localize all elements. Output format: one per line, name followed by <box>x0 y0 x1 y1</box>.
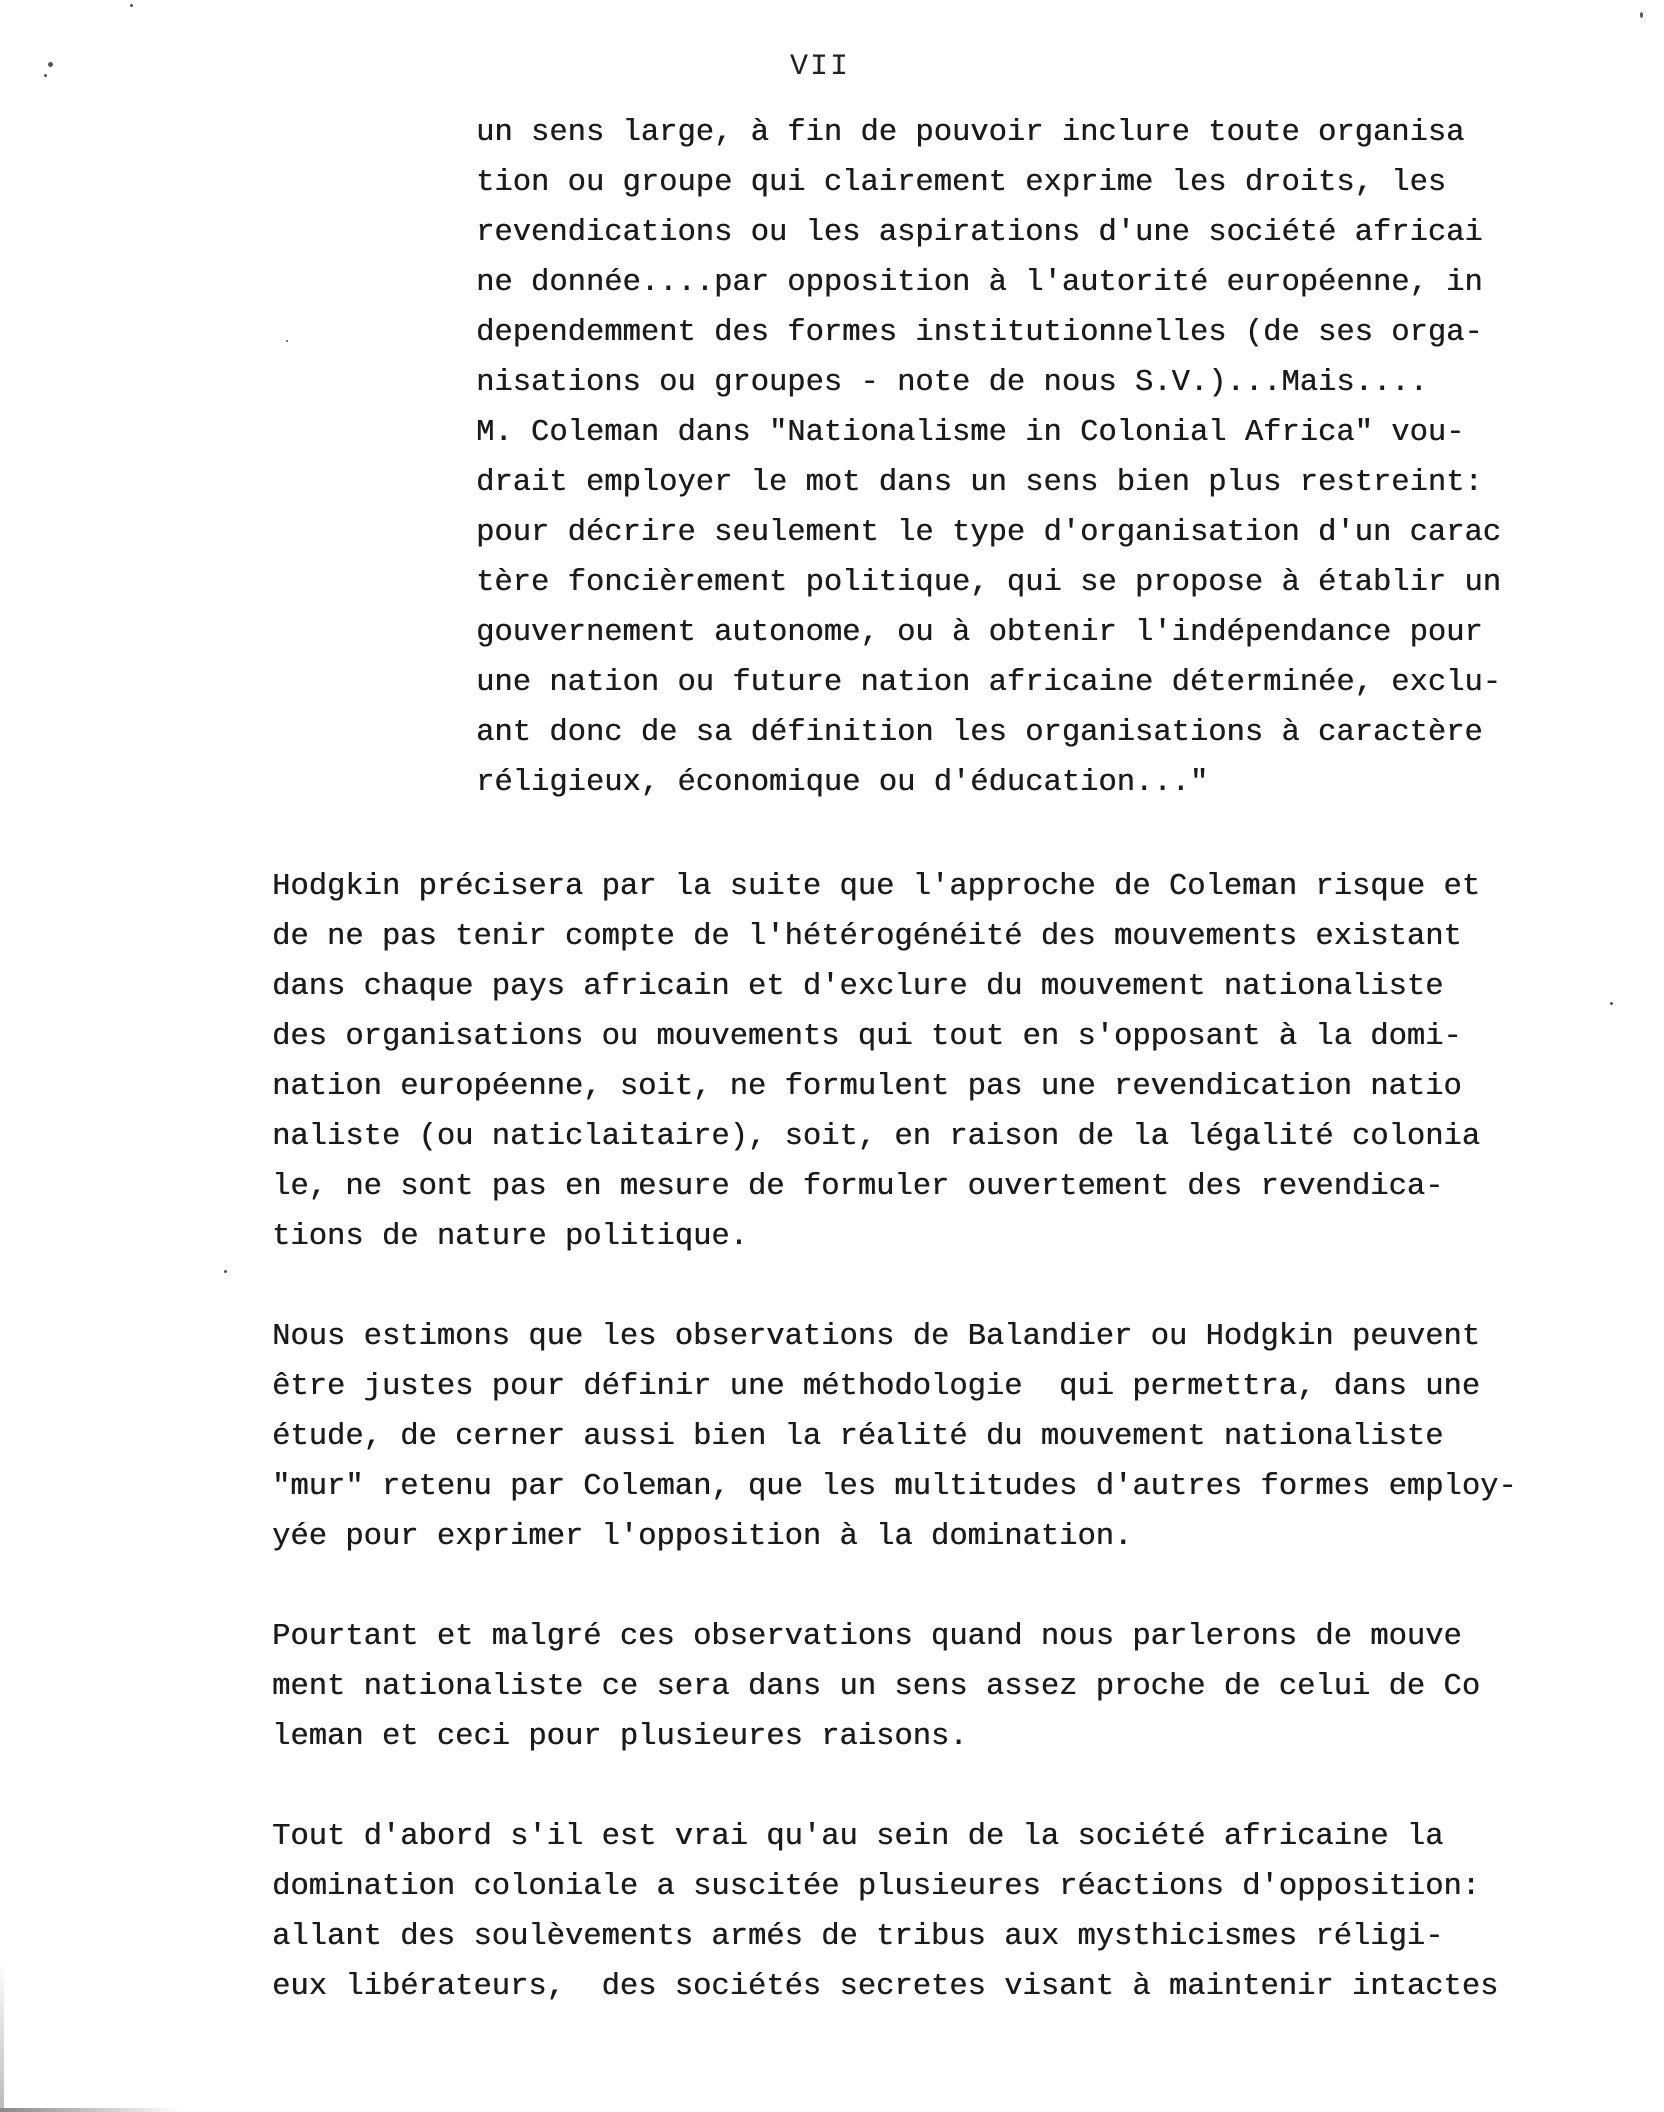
quote-line: gouvernement autonome, ou à obtenir l'indépendance pour <box>476 616 1483 650</box>
paragraph-line: Tout d'abord s'il est vrai qu'au sein de la société africaine la <box>272 1820 1444 1854</box>
quote-line: nisations ou groupes - note de nous S.V.)...Mais.... <box>476 366 1428 400</box>
paragraph-line: leman et ceci pour plusieures raisons. <box>272 1720 968 1754</box>
paragraph-line: dans chaque pays africain et d'exclure du mouvement nationaliste <box>272 970 1444 1004</box>
paragraph-line: "mur" retenu par Coleman, que les multitudes d'autres formes employ- <box>272 1470 1517 1504</box>
paragraph-line: tions de nature politique. <box>272 1220 748 1254</box>
paragraph-line: étude, de cerner aussi bien la réalité du mouvement nationaliste <box>272 1420 1444 1454</box>
paragraph-line: eux libérateurs, des sociétés secretes visant à maintenir intactes <box>272 1970 1499 2004</box>
quote-line: dependemment des formes institutionnelles (de ses orga- <box>476 316 1483 350</box>
paragraph-line: Nous estimons que les observations de Balandier ou Hodgkin peuvent <box>272 1320 1480 1354</box>
paragraph-line: Hodgkin précisera par la suite que l'approche de Coleman risque et <box>272 870 1480 904</box>
paragraph-line: le, ne sont pas en mesure de formuler ouvertement des revendica- <box>272 1170 1444 1204</box>
paragraph-line: Pourtant et malgré ces observations quand nous parlerons de mouve <box>272 1620 1462 1654</box>
scan-speck <box>130 4 133 7</box>
scan-speck <box>286 340 288 342</box>
paragraph-line: des organisations ou mouvements qui tout en s'opposant à la domi- <box>272 1020 1462 1054</box>
page-number: VII <box>790 50 851 84</box>
scan-speck <box>1640 12 1643 18</box>
scan-bottom-edge <box>0 2108 180 2112</box>
paragraph-line: allant des soulèvements armés de tribus aux mysthicismes réligi- <box>272 1920 1444 1954</box>
paragraph-line: ment nationaliste ce sera dans un sens assez proche de celui de Co <box>272 1670 1480 1704</box>
paragraph-line: naliste (ou naticlaitaire), soit, en raison de la légalité colonia <box>272 1120 1480 1154</box>
quote-line: pour décrire seulement le type d'organisation d'un carac <box>476 516 1501 550</box>
scan-speck <box>48 62 53 67</box>
quote-line: tère foncièrement politique, qui se propose à établir un <box>476 566 1501 600</box>
quote-line: revendications ou les aspirations d'une société africai <box>476 216 1483 250</box>
quote-line: tion ou groupe qui clairement exprime les droits, les <box>476 166 1447 200</box>
scan-speck <box>44 74 47 77</box>
quote-line: une nation ou future nation africaine déterminée, exclu- <box>476 666 1501 700</box>
quote-line: réligieux, économique ou d'éducation..." <box>476 766 1209 800</box>
paragraph-line: yée pour exprimer l'opposition à la domination. <box>272 1520 1133 1554</box>
scan-edge-shadow <box>0 1960 4 2110</box>
paragraph-line: nation européenne, soit, ne formulent pas une revendication natio <box>272 1070 1462 1104</box>
paragraph-line: être justes pour définir une méthodologie qui permettra, dans une <box>272 1370 1480 1404</box>
paragraph-line: domination coloniale a suscitée plusieures réactions d'opposition: <box>272 1870 1480 1904</box>
quote-line: ne donnée....par opposition à l'autorité européenne, in <box>476 266 1483 300</box>
scan-speck <box>1610 1002 1613 1005</box>
quote-line: un sens large, à fin de pouvoir inclure toute organisa <box>476 116 1465 150</box>
scan-speck <box>224 1270 227 1273</box>
paragraph-line: de ne pas tenir compte de l'hétérogénéité des mouvements existant <box>272 920 1462 954</box>
quote-line: drait employer le mot dans un sens bien plus restreint: <box>476 466 1483 500</box>
quote-line: M. Coleman dans "Nationalisme in Colonial Africa" vou- <box>476 416 1465 450</box>
quote-line: ant donc de sa définition les organisations à caractère <box>476 716 1483 750</box>
